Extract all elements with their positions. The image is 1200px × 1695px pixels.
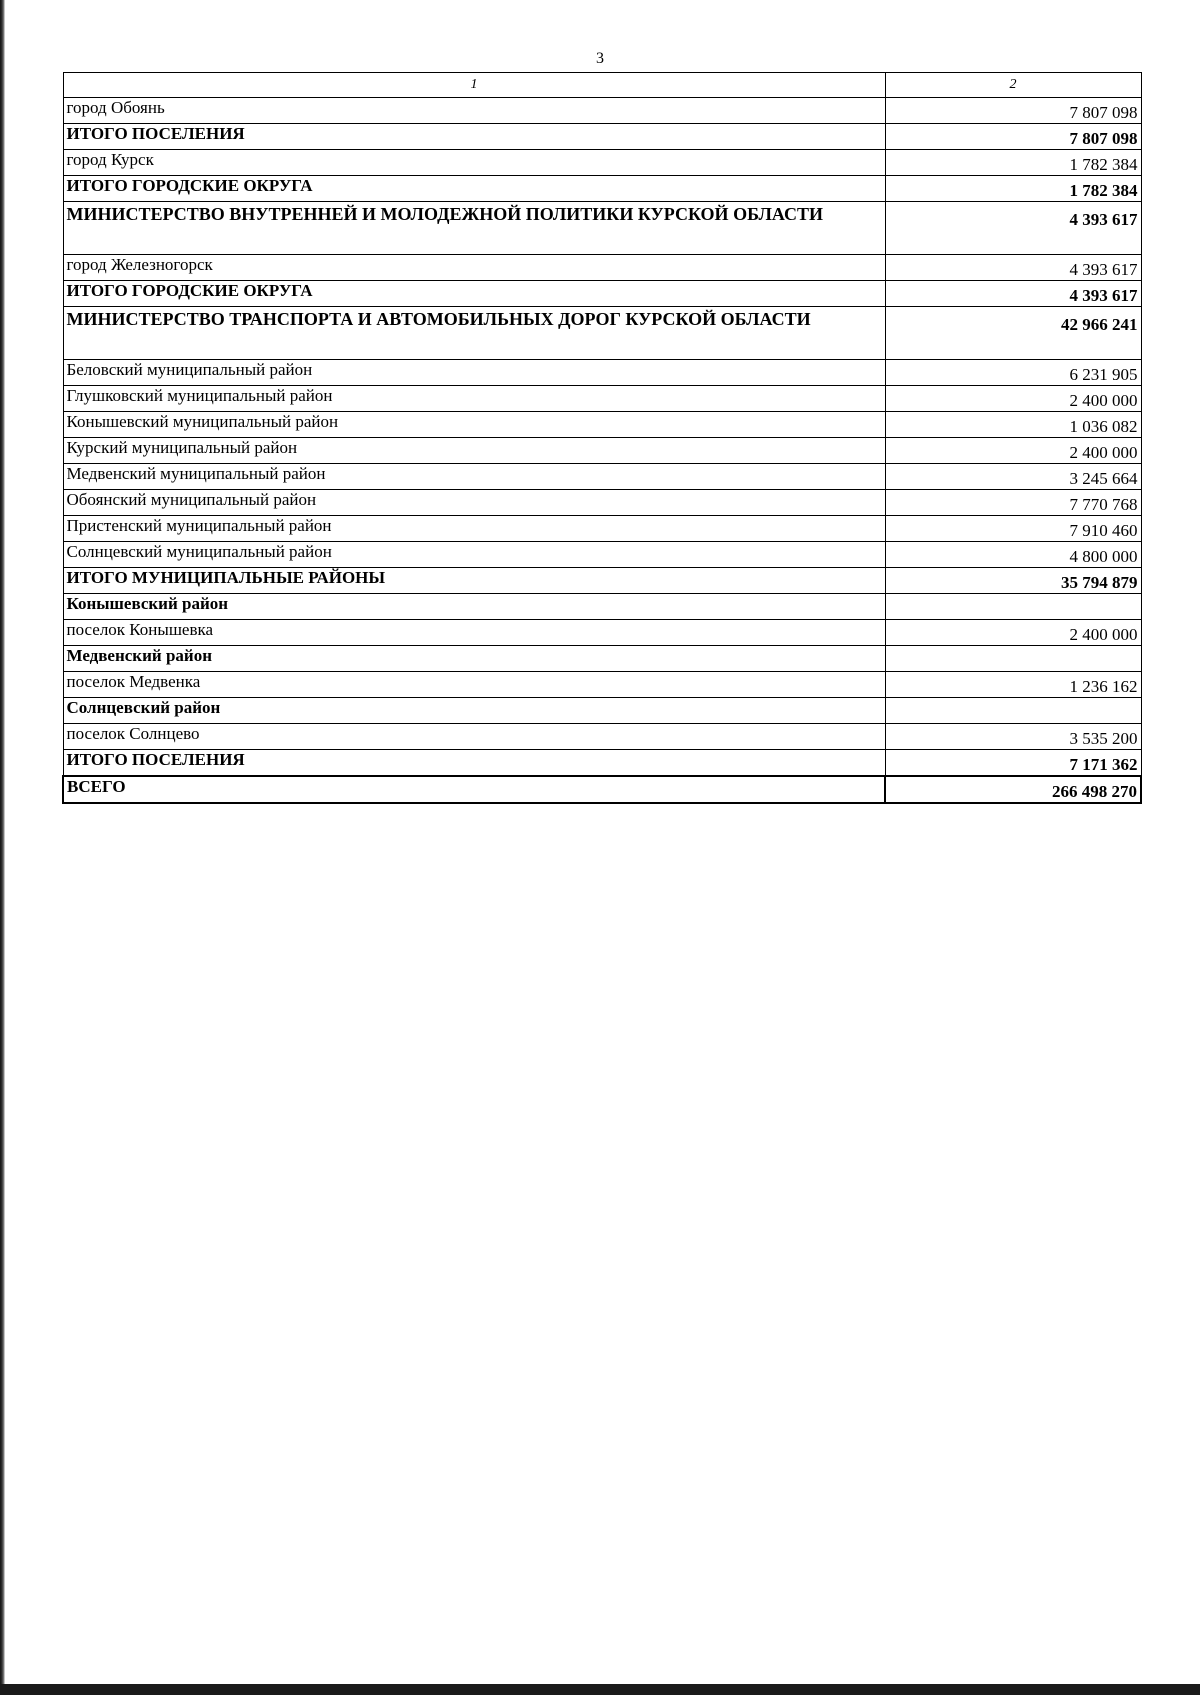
scan-bottom-edge — [0, 1684, 1200, 1695]
row-name: поселок Конышевка — [63, 620, 885, 646]
row-amount: 7 770 768 — [885, 490, 1141, 516]
row-name: город Железногорск — [63, 255, 885, 281]
row-amount: 1 782 384 — [885, 176, 1141, 202]
row-amount: 7 910 460 — [885, 516, 1141, 542]
row-amount: 42 966 241 — [885, 307, 1141, 360]
page-number: 3 — [596, 50, 604, 67]
row-name: Конышевский муниципальный район — [63, 412, 885, 438]
row-amount: 4 393 617 — [885, 202, 1141, 255]
row-name: город Обоянь — [63, 98, 885, 124]
row-name: город Курск — [63, 150, 885, 176]
table-row — [63, 542, 1141, 568]
row-name: Курский муниципальный район — [63, 438, 885, 464]
table-header-row — [63, 73, 1141, 98]
table-row — [63, 150, 1141, 176]
row-amount: 2 400 000 — [885, 438, 1141, 464]
total-row — [63, 568, 1141, 594]
row-name: Солнцевский район — [63, 698, 885, 724]
total-row — [63, 281, 1141, 307]
row-name: Глушковский муниципальный район — [63, 386, 885, 412]
row-amount: 266 498 270 — [885, 776, 1141, 803]
table-row — [63, 360, 1141, 386]
table-row — [63, 490, 1141, 516]
table-body — [63, 73, 1141, 804]
row-amount: 7 807 098 — [885, 124, 1141, 150]
row-name: МИНИСТЕРСТВО ВНУТРЕННЕЙ И МОЛОДЕЖНОЙ ПОЛИТИКИ КУРСКОЙ ОБЛАСТИ — [63, 202, 885, 255]
row-name: Медвенский район — [63, 646, 885, 672]
row-amount — [885, 698, 1141, 724]
total-row — [63, 776, 1141, 803]
table-row — [63, 724, 1141, 750]
row-name: поселок Солнцево — [63, 724, 885, 750]
row-name: ИТОГО ПОСЕЛЕНИЯ — [63, 750, 885, 777]
total-row — [63, 750, 1141, 777]
row-amount: 2 400 000 — [885, 620, 1141, 646]
table-row — [63, 620, 1141, 646]
scan-left-edge — [0, 0, 5, 1695]
row-name: Обоянский муниципальный район — [63, 490, 885, 516]
row-name: ИТОГО ГОРОДСКИЕ ОКРУГА — [63, 176, 885, 202]
row-amount: 4 393 617 — [885, 255, 1141, 281]
row-name: ИТОГО ГОРОДСКИЕ ОКРУГА — [63, 281, 885, 307]
column-number-2: 2 — [885, 73, 1141, 98]
row-amount: 4 393 617 — [885, 281, 1141, 307]
row-amount: 7 171 362 — [885, 750, 1141, 777]
total-row — [63, 698, 1141, 724]
row-name: поселок Медвенка — [63, 672, 885, 698]
table-row — [63, 255, 1141, 281]
row-name: Пристенский муниципальный район — [63, 516, 885, 542]
table-row — [63, 438, 1141, 464]
row-amount: 3 535 200 — [885, 724, 1141, 750]
row-amount: 1 782 384 — [885, 150, 1141, 176]
table-row — [63, 516, 1141, 542]
row-name: ИТОГО МУНИЦИПАЛЬНЫЕ РАЙОНЫ — [63, 568, 885, 594]
row-amount — [885, 594, 1141, 620]
row-name: Беловский муниципальный район — [63, 360, 885, 386]
table-row — [63, 412, 1141, 438]
total-row — [63, 646, 1141, 672]
row-amount: 3 245 664 — [885, 464, 1141, 490]
table-row — [63, 464, 1141, 490]
table-row — [63, 672, 1141, 698]
row-name: МИНИСТЕРСТВО ТРАНСПОРТА И АВТОМОБИЛЬНЫХ ДОРОГ КУРСКОЙ ОБЛАСТИ — [63, 307, 885, 360]
row-name: Солнцевский муниципальный район — [63, 542, 885, 568]
row-name: ИТОГО ПОСЕЛЕНИЯ — [63, 124, 885, 150]
budget-table — [62, 72, 1142, 804]
row-amount — [885, 646, 1141, 672]
table-row — [63, 98, 1141, 124]
row-amount: 7 807 098 — [885, 98, 1141, 124]
ministry-row — [63, 307, 1141, 360]
row-amount: 2 400 000 — [885, 386, 1141, 412]
column-number-1: 1 — [63, 73, 885, 98]
row-name: ВСЕГО — [63, 776, 885, 803]
table-row — [63, 386, 1141, 412]
row-name: Медвенский муниципальный район — [63, 464, 885, 490]
ministry-row — [63, 202, 1141, 255]
total-row — [63, 124, 1141, 150]
total-row — [63, 594, 1141, 620]
row-amount: 35 794 879 — [885, 568, 1141, 594]
row-name: Конышевский район — [63, 594, 885, 620]
row-amount: 4 800 000 — [885, 542, 1141, 568]
row-amount: 1 236 162 — [885, 672, 1141, 698]
row-amount: 6 231 905 — [885, 360, 1141, 386]
total-row — [63, 176, 1141, 202]
row-amount: 1 036 082 — [885, 412, 1141, 438]
